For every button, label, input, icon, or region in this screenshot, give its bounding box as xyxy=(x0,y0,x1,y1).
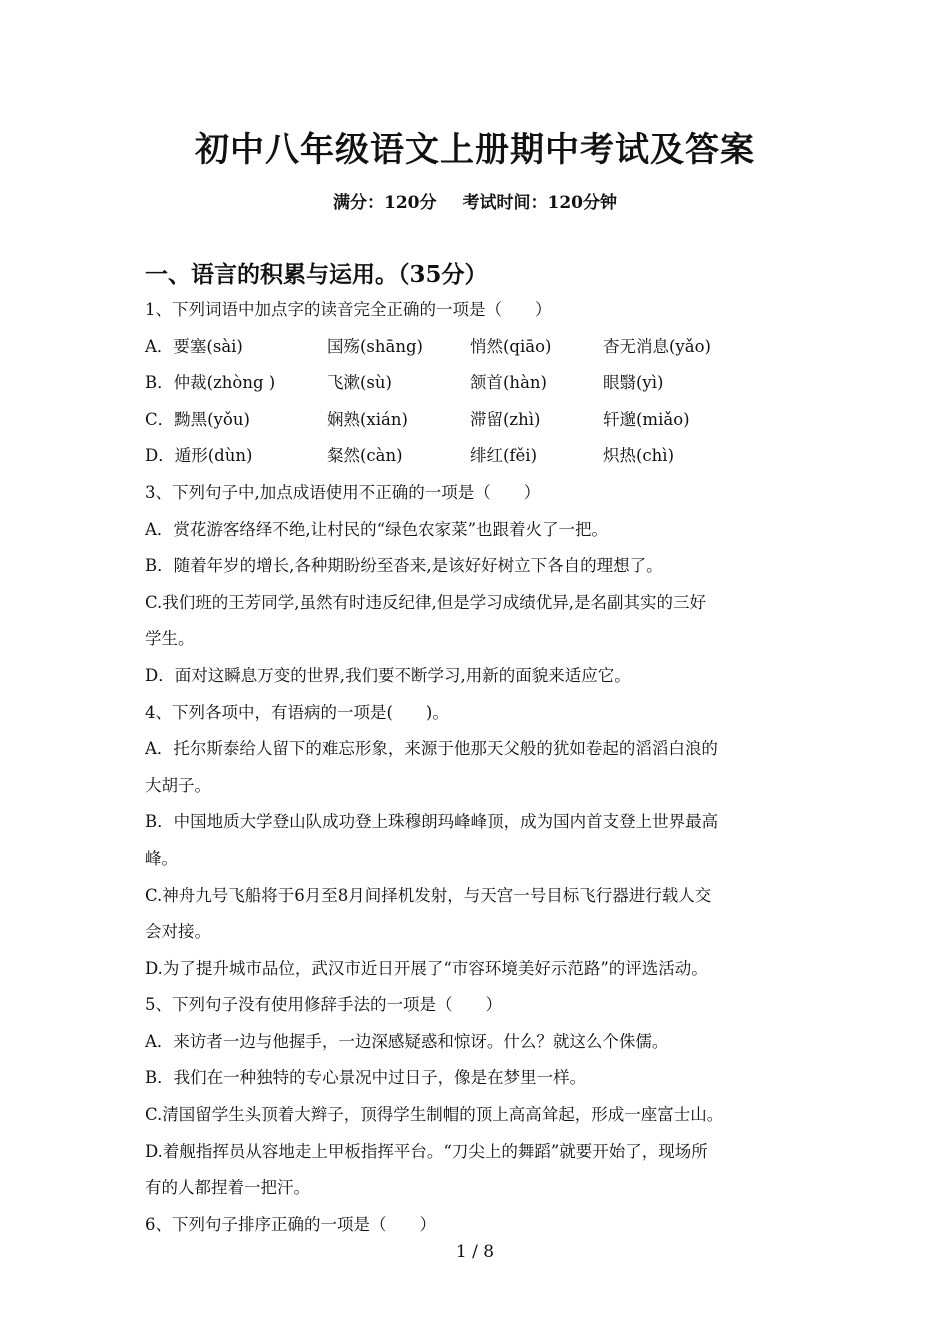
question-line: 6、下列句子排序正确的一项是（ ） xyxy=(145,1214,436,1234)
q1-option-item: 悄然(qiāo) xyxy=(470,336,552,356)
q1-stem: 1、下列词语中加点字的读音完全正确的一项是（ ） xyxy=(145,300,552,319)
page-title: 初中八年级语文上册期中考试及答案 xyxy=(195,130,755,170)
q1-option-item: 滞留(zhì) xyxy=(470,409,541,429)
q1-option-row xyxy=(145,365,815,402)
q1-option-item: 飞漱(sù) xyxy=(327,373,392,393)
question-line: A．托尔斯泰给人留下的难忘形象，来源于他那天父般的犹如卷起的滔滔白浪的 xyxy=(145,739,718,759)
question-line: 5、下列句子没有使用修辞手法的一项是（ ） xyxy=(145,995,502,1015)
q1-option-item: 杳无消息(yǎo) xyxy=(603,336,711,356)
q1-option-row xyxy=(145,438,815,475)
question-line: A．来访者一边与他握手，一边深感疑惑和惊讶。什么？就这么个侏儒。 xyxy=(145,1031,669,1051)
question-line: D.着舰指挥员从容地走上甲板指挥平台。“刀尖上的舞蹈”就要开始了，现场所 xyxy=(145,1141,708,1161)
section-title: 一、语言的积累与运用。（35分） xyxy=(145,261,488,288)
time-info: 考试时间：120分钟 xyxy=(462,193,617,213)
q1-option-row xyxy=(145,329,815,366)
question-line: B．我们在一种独特的专心景况中过日子，像是在梦里一样。 xyxy=(145,1068,587,1088)
question-line: C.清国留学生头顶着大辫子，顶得学生制帽的顶上高高耸起，形成一座富士山。 xyxy=(145,1105,724,1125)
q1-option-item: 眼翳(yì) xyxy=(603,373,664,393)
page-number: 1 / 8 xyxy=(455,1242,495,1262)
question-line: 3、下列句子中,加点成语使用不正确的一项是（ ） xyxy=(145,482,541,502)
q1-option-item: 粲然(càn) xyxy=(327,446,403,466)
q1-option-item: 炽热(chì) xyxy=(603,446,675,466)
q1-option-item: D．遁形(dùn) xyxy=(145,446,253,466)
question-line: 有的人都捏着一把汗。 xyxy=(145,1178,310,1198)
q1-option-row xyxy=(145,402,815,439)
question-line: B．中国地质大学登山队成功登上珠穆朗玛峰峰顶，成为国内首支登上世界最高 xyxy=(145,812,719,832)
q1-option-item: 轩邈(miǎo) xyxy=(603,409,690,429)
q1-option-item: B．仲裁(zhòng ) xyxy=(145,373,276,393)
q1-option-item: 颔首(hàn) xyxy=(470,373,547,393)
q1-option-item: A．要塞(sài) xyxy=(145,336,243,356)
question-content xyxy=(145,292,815,1243)
question-line: 峰。 xyxy=(145,848,178,868)
question-line: 4、下列各项中，有语病的一项是( )。 xyxy=(145,702,449,722)
question-line: A．赏花游客络绎不绝,让村民的“绿色农家菜”也跟着火了一把。 xyxy=(145,519,609,539)
question-line: 会对接。 xyxy=(145,922,211,942)
question-line: C.神舟九号飞船将于6月至8月间择机发射，与天宫一号目标飞行器进行载人交 xyxy=(145,885,712,905)
q1-option-item: C．黝黑(yǒu) xyxy=(145,409,250,429)
question-line: B．随着年岁的增长,各种期盼纷至沓来,是该好好树立下各自的理想了。 xyxy=(145,556,663,576)
score-info: 满分：120分 xyxy=(333,193,437,213)
q1-option-item: 娴熟(xián) xyxy=(327,409,408,429)
question-line: D.为了提升城市品位，武汉市近日开展了“市容环境美好示范路”的评选活动。 xyxy=(145,958,708,978)
exam-meta xyxy=(0,188,950,213)
question-line: 学生。 xyxy=(145,629,195,649)
q1-option-item: 绯红(fěi) xyxy=(470,446,538,466)
question-line: C.我们班的王芳同学,虽然有时违反纪律,但是学习成绩优异,是名副其实的三好 xyxy=(145,592,707,612)
question-line: 大胡子。 xyxy=(145,775,211,795)
q1-option-item: 国殇(shāng) xyxy=(327,336,423,356)
question-line: D．面对这瞬息万变的世界,我们要不断学习,用新的面貌来适应它。 xyxy=(145,665,631,685)
